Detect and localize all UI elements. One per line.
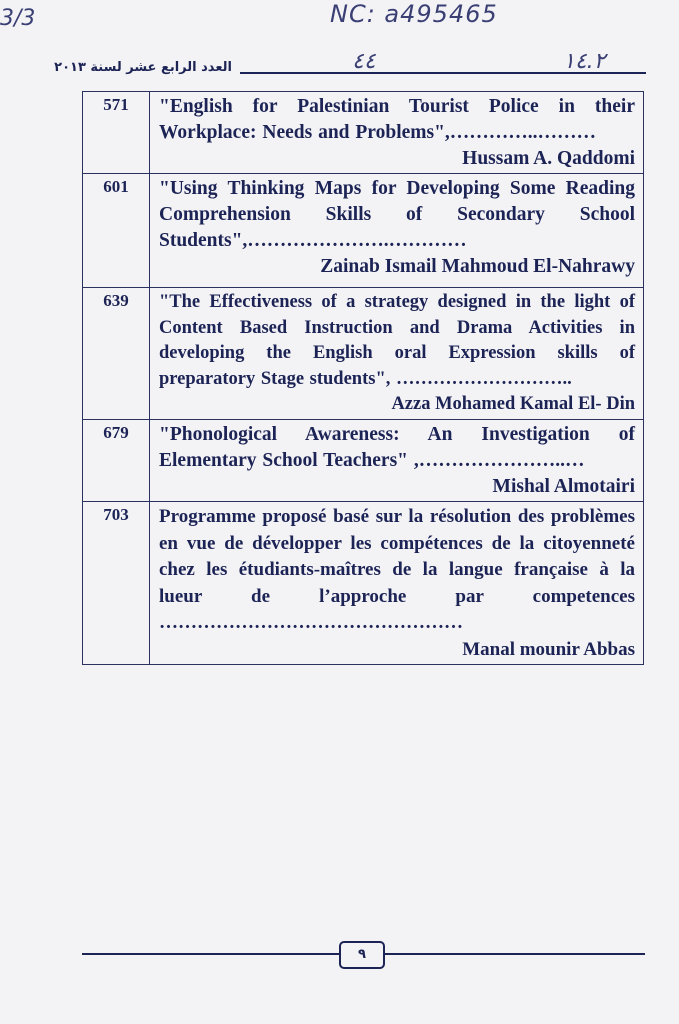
entry-cell	[150, 174, 644, 288]
page-number-cell: 639	[83, 288, 150, 420]
entry-title: "English for Palestinian Tourist Police in their Workplace: Needs and Problems",…………..………	[159, 96, 635, 143]
page-number-cell: 703	[83, 502, 150, 665]
contents-table	[82, 91, 644, 665]
page-number-badge: ٩	[339, 941, 385, 969]
entry-cell	[150, 502, 644, 665]
handwritten-catalog-number: NC: a495465	[330, 0, 498, 28]
entry-title: Programme proposé basé sur la résolution des problèmes en vue de développer les compétences de la citoyenneté chez les étudiants-maîtres de la langue française à la lueur de l’approche par competences …………………………………………	[159, 506, 635, 633]
handwritten-corner-note: 3/3	[0, 6, 36, 31]
table-row	[83, 174, 644, 288]
entry-title: "Using Thinking Maps for Developing Some Reading Comprehension Skills of Secondary School Students",………………….…………	[159, 178, 635, 251]
table-row	[83, 502, 644, 665]
header-rule	[240, 72, 646, 74]
entry-author: Mishal Almotairi	[492, 476, 635, 497]
entry-author: Manal mounir Abbas	[462, 638, 635, 660]
handwritten-mark-left: ٤٤	[352, 49, 376, 74]
entry-cell	[150, 288, 644, 420]
entry-author: Zainab Ismail Mahmoud El-Nahrawy	[320, 256, 635, 277]
footer-rule-left	[82, 953, 339, 955]
issue-header-title: العدد الرابع عشر لسنة ٢٠١٣	[54, 60, 232, 75]
table-row	[83, 92, 644, 174]
entry-cell	[150, 92, 644, 174]
entry-title: "Phonological Awareness: An Investigation of Elementary School Teachers" ,…………………..…	[159, 424, 635, 471]
table-row	[83, 288, 644, 420]
page-number-cell: 571	[83, 92, 150, 174]
table-row	[83, 420, 644, 502]
entry-title: "The Effectiveness of a strategy designed in the light of Content Based Instruction and Drama Activities in developing the English oral Expression skills of preparatory Stage students", ………………………..	[159, 292, 635, 389]
entry-author: Hussam A. Qaddomi	[462, 148, 635, 169]
handwritten-mark-right: ١٤.٢	[563, 49, 606, 74]
entry-cell	[150, 420, 644, 502]
page-number-cell: 679	[83, 420, 150, 502]
footer-rule-right	[383, 953, 645, 955]
entry-author: Azza Mohamed Kamal El- Din	[391, 394, 635, 414]
page-number-cell: 601	[83, 174, 150, 288]
